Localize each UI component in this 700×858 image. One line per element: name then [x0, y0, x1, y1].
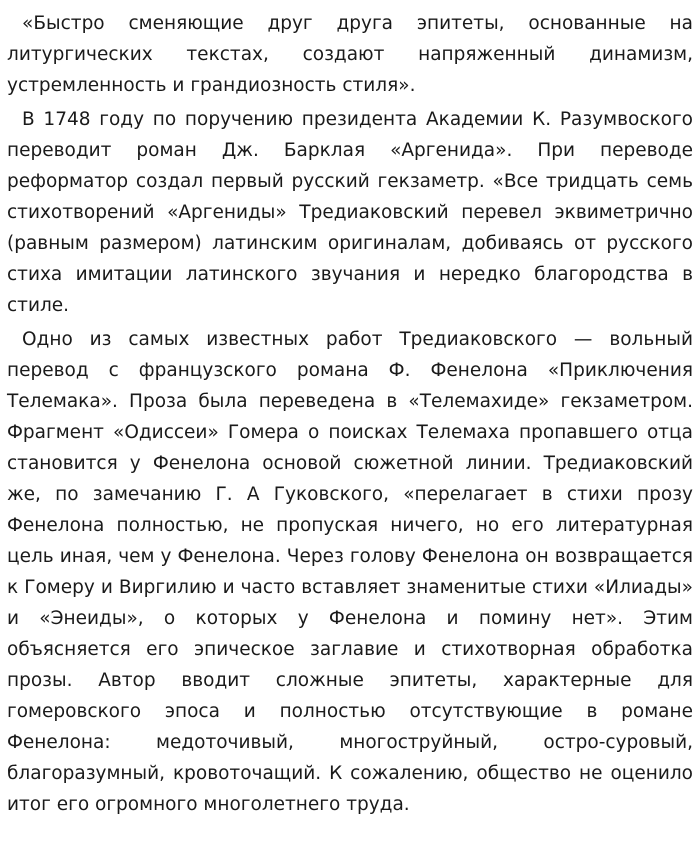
paragraph-telemachida: Одно из самых известных работ Тредиаковского — вольный перевод с французского романа Ф. Фенелона «Приключения Телемака». Проза была переведена в «Телемахиде» гекзаметром. Фрагмент «Одиссеи» Гомера о поисках Телемаха пропавшего отца становится у Фенелона основой сюжетной линии. Тредиаковский же, по замечанию Г. А Гуковского, «перелагает в стихи прозу Фенелона полностью, не пропуская ничего, но его литературная цель иная, чем у Фенелона. Через голову Фенелона он возвращается к Гомеру и Виргилию и часто вставляет знаменитые стихи «Илиады» и «Энеиды», о которых у Фенелона и помину нет». Этим объясняется его эпическое заглавие и стихотворная обработка прозы. Автор вводит сложные эпитеты, характерные для гомеровского эпоса и полностью отсутствующие в романе Фенелона: медоточивый, многоструйный, остро-суровый, благоразумный, кровоточащий. К сожалению, общество не оценило итог его огромного многолетнего труда. — [7, 329, 693, 815]
paragraph-argenida: В 1748 году по поручению президента Академии К. Разумвоского переводит роман Дж. Барклая «Аргенида». При переводе реформатор создал первый русский гекзаметр. «Все тридцать семь стихотворений «Аргениды» Тредиаковский перевел эквиметрично (равным размером) латинским оригиналам, добиваясь от русского стиха имитации латинского звучания и нередко благородства в стиле. — [7, 109, 693, 316]
paragraph-quote: «Быстро сменяющие друг друга эпитеты, основанные на литургических текстах, создают напряженный динамизм, устремленность и грандиозность стиля». — [7, 13, 693, 96]
document-body — [7, 8, 693, 823]
